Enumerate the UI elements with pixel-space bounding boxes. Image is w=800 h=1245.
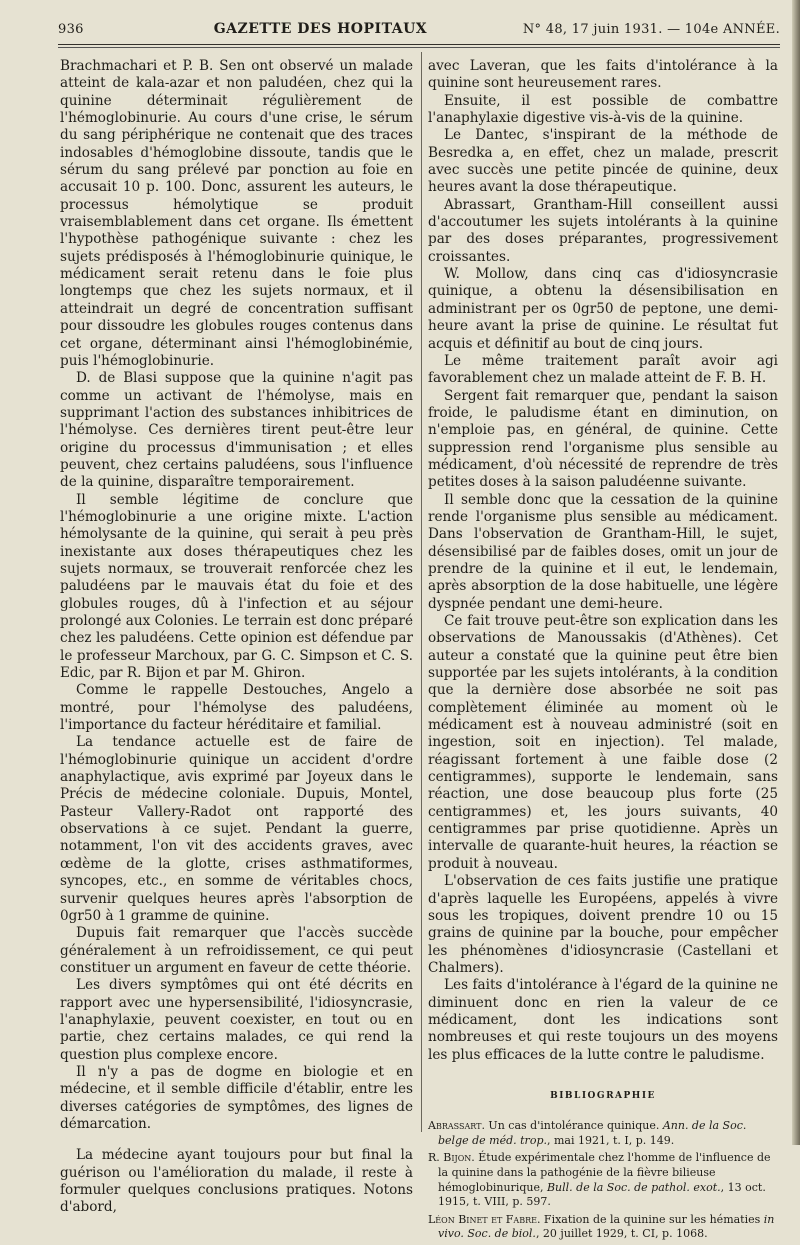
reference-author: Léon Binet et Fabre. (428, 1212, 541, 1226)
paragraph: Ce fait trouve peut-être son explication dans les observations de Manoussakis (d'Athènes). Cet auteur a constaté que la quinine peut être bien supportée par les sujets intolérants, à la condition que la dernière dose absorbée ne soit pas complètement éliminée au moment où le médicament est à nouveau administré (soit en ingestion, soit en injection). Tel malade, réagissant fortement à une faible dose (2 centigrammes), supporte le lendemain, sans réaction, une dose beaucoup plus forte (25 centigrammes) et, les jours suivants, 40 centigrammes par prise quotidienne. Après un intervalle de quarante-huit heures, la réaction se produit à nouveau. (428, 613, 778, 872)
paragraph: Les faits d'intolérance à l'égard de la quinine ne diminuent donc en rien la valeur de ce médicament, dont les indications sont nombreuses et qui reste toujours un des moyens les plus efficaces de la lutte contre le paludisme. (428, 977, 778, 1063)
reference-author: R. Bijon. (428, 1151, 475, 1165)
paragraph: Le Dantec, s'inspirant de la méthode de Besredka a, en effet, chez un malade, prescrit avec succès une petite pincée de quinine, deux heures avant la dose thérapeutique. (428, 127, 778, 196)
reference-journal: in vivo. Soc. de biol. (438, 1212, 775, 1241)
reference-title: Étude expérimentale chez l'homme de l'influence de la quinine dans la pathogénie de la fièvre bilieuse hémoglobinurique, (438, 1151, 771, 1194)
paragraph: Il semble légitime de conclure que l'hémoglobinurie a une origine mixte. L'action hémolysante de la quinine, qui serait à peu près inexistante aux doses thérapeutiques chez les sujets normaux, se trouverait renforcée chez les paludéens par le mauvais état du foie et des globules rouges, dû à l'infection et au séjour prolongé aux Colonies. Le terrain est donc préparé chez les paludéens. Cette opinion est défendue par le professeur Marchoux, par G. C. Simpson et C. S. Edic, par R. Bijon et par M. Ghiron. (60, 491, 413, 682)
reference-author: Abrassart. (428, 1119, 485, 1133)
bibliography-heading: BIBLIOGRAPHIE (550, 1090, 656, 1101)
right-column (428, 58, 778, 1245)
paragraph: Il n'y a pas de dogme en biologie et en médecine, et il semble difficile d'établir, entre les diverses catégories de symptômes, des lignes de démarcation. (60, 1063, 413, 1132)
reference-details: , 20 juillet 1929, t. CI, p. 1068. (535, 1227, 708, 1241)
left-column (60, 58, 413, 1217)
reference-details: , 13 oct. 1915, t. VIII, p. 597. (438, 1180, 766, 1209)
paragraph: Brachmachari et P. B. Sen ont observé un malade atteint de kala-azar et non paludéen, chez qui la quinine déterminait régulièrement de l'hémoglobinurie. Au cours d'une crise, le sérum du sang périphérique ne contenait que des traces indosables d'hémoglobine dissoute, tandis que le sérum du sang prélevé par ponction au foie en accusait 10 p. 100. Donc, assurent les auteurs, le processus hémolytique se produit vraisemblablement dans cet organe. Ils émettent l'hypothèse pathogénique suivante : chez les sujets prédisposés à l'hémoglobinurie quinique, le médicament serait retenu dans le foie plus longtemps que chez les sujets normaux, et il atteindrait un degré de concentration suffisant pour dissoudre les globules rouges contenus dans cet organe, déterminant ainsi l'hémoglobinémie, puis l'hémoglobinurie. (60, 58, 413, 369)
paragraph: Abrassart, Grantham-Hill conseillent aussi d'accoutumer les sujets intolérants à la quinine par des doses préparantes, progressivement croissantes. (428, 196, 778, 265)
column-divider (421, 52, 422, 1132)
paragraph: Ensuite, il est possible de combattre l'anaphylaxie digestive vis-à-vis de la quinine. (428, 92, 778, 127)
paragraph: D. de Blasi suppose que la quinine n'agit pas comme un activant de l'hémolyse, mais en supprimant l'action des substances inhibitrices de l'hémolyse. Ces dernières tirent peut-être leur origine du processus d'immunisation ; et elles peuvent, chez certains paludéens, sous l'influence de la quinine, disparaître temporairement. (60, 370, 413, 491)
page-number: 936 (58, 21, 84, 37)
page-header (58, 14, 780, 44)
reference-title: Un cas d'intolérance quinique. (484, 1119, 663, 1133)
reference-details: , mai 1921, t. I, p. 149. (546, 1133, 675, 1147)
journal-title: GAZETTE DES HOPITAUX (213, 21, 428, 37)
paragraph: La tendance actuelle est de faire de l'hémoglobinurie quinique un accident d'ordre anaphylactique, avis exprimé par Joyeux dans le Précis de médecine coloniale. Dupuis, Montel, Pasteur Vallery-Radot ont rapporté des observations à ce sujet. Pendant la guerre, notamment, l'on vit des accidents graves, avec œdème de la glotte, crises asthmatiformes, syncopes, etc., en somme de véritables chocs, survenir quelques heures après l'absorption de 0gr50 à 1 gramme de quinine. (60, 734, 413, 924)
paragraph: Le même traitement paraît avoir agi favorablement chez un malade atteint de F. B. H. (428, 352, 778, 387)
header-rule (58, 44, 780, 48)
paragraph: Les divers symptômes qui ont été décrits en rapport avec une hypersensibilité, l'idiosyncrasie, l'anaphylaxie, peuvent coexister, en tout ou en partie, chez certains malades, ce qui rend la question plus complexe encore. (60, 977, 413, 1063)
paragraph: La médecine ayant toujours pour but final la guérison ou l'amélioration du malade, il reste à formuler quelques conclusions pratiques. Notons d'abord, (60, 1147, 413, 1216)
bibliography-entry (428, 1151, 778, 1209)
bibliography-entry (428, 1213, 778, 1242)
paragraph: Dupuis fait remarquer que l'accès succède généralement à un refroidissement, ce qui peut constituer un argument en faveur de cette théorie. (60, 925, 413, 976)
paragraph: Comme le rappelle Destouches, Angelo a montré, pour l'hémolyse des paludéens, l'importance du facteur héréditaire et familial. (60, 682, 413, 734)
paragraph: Il semble donc que la cessation de la quinine rende l'organisme plus sensible au médicament. Dans l'observation de Grantham-Hill, le sujet, désensibilisé par de faibles doses, omit un jour de prendre de la quinine et il eut, le lendemain, après absorption de la dose habituelle, une légère dyspnée pendant une demi-heure. (428, 491, 778, 612)
reference-journal: Bull. de la Soc. de pathol. exot. (546, 1180, 721, 1194)
reference-journal: Ann. de la Soc. belge de méd. trop. (438, 1119, 747, 1147)
paragraph: L'observation de ces faits justifie une pratique d'après laquelle les Européens, appelés à vivre sous les tropiques, doivent prendre 10 ou 15 grains de quinine par la bouche, pour empêcher les phénomènes d'idiosyncrasie (Castellani et Chalmers). (428, 873, 778, 976)
reference-title: Fixation de la quinine sur les hématies (540, 1212, 764, 1226)
issue-info: N° 48, 17 juin 1931. — 104e ANNÉE. (522, 21, 780, 37)
paragraph: W. Mollow, dans cinq cas d'idiosyncrasie quinique, a obtenu la désensibilisation en administrant per os 0gr50 de peptone, une demi-heure avant la prise de quinine. Le résultat fut acquis et définitif au bout de cinq jours. (428, 266, 778, 352)
paragraph: avec Laveran, que les faits d'intolérance à la quinine sont heureusement rares. (428, 58, 778, 92)
paragraph: Sergent fait remarquer que, pendant la saison froide, le paludisme étant en diminution, on n'emploie pas, en général, de quinine. Cette suppression rend l'organisme plus sensible au médicament, d'où nécessité de reprendre de très petites doses à la saison paludéenne suivante. (428, 387, 778, 491)
page-edge-shadow (792, 0, 800, 1145)
bibliography-entry (428, 1119, 778, 1148)
